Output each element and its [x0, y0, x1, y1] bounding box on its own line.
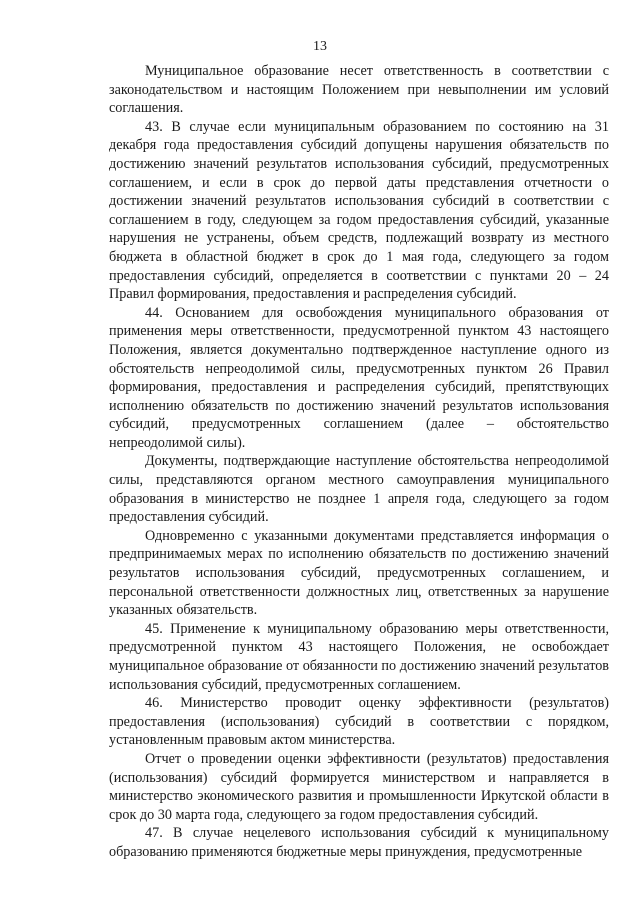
- document-body: [109, 62, 609, 862]
- paragraph-report: Отчет о проведении оценки эффективности (результатов) предоставления (использования) субсидий формируется министерством и направляется в министерство экономического развития и промышленности Иркутской области в срок до 30 марта года, следующего за годом предоставления субсидий.: [109, 750, 609, 823]
- paragraph-documents: Документы, подтверждающие наступление обстоятельства непреодолимой силы, представляются органом местного самоуправления муниципального образования в министерство не позднее 1 апреля года, следующего за годом предоставления субсидий.: [109, 453, 609, 526]
- paragraph-simultaneously: Одновременно с указанными документами представляется информация о предпринимаемых мерах по исполнению обязательств по достижению значений результатов использования субсидий, предусмотренных соглашением, и персональной ответственности должностных лиц, ответственных за нарушение указанных обязательств.: [109, 527, 609, 619]
- paragraph-43: 43. В случае если муниципальным образованием по состоянию на 31 декабря года предоставления субсидий допущены нарушения обязательств по достижению значений результатов использования субсидий, предусмотренных соглашением, и если в срок до первой даты представления отчетности о достижении значений результатов использования субсидий в соответствии с соглашением в году, следующем за годом предоставления субсидий, указанные нарушения не устранены, объем средств, подлежащий возврату из местного бюджета в областной бюджет в срок до 1 мая года, следующего за годом предоставления субсидий, определяется в соответствии с пунктами 20 – 24 Правил формирования, предоставления и распределения субсидий.: [109, 118, 609, 303]
- paragraph-47: 47. В случае нецелевого использования субсидий к муниципальному образованию применяются бюджетные меры принуждения, предусмотренные: [109, 825, 609, 860]
- paragraph-46: 46. Министерство проводит оценку эффективности (результатов) предоставления (использования) субсидий в соответствии с порядком, установленным правовым актом министерства.: [109, 695, 609, 749]
- paragraph-44: 44. Основанием для освобождения муниципального образования от применения меры ответственности, предусмотренной пунктом 43 настоящего Положения, является документально подтвержденное наступление одного из обстоятельств непреодолимой силы, предусмотренных пунктом 26 Правил формирования, предоставления и распределения субсидий, препятствующих исполнению обязательств по достижению значений результатов использования субсидий, предусмотренных соглашением (далее – обстоятельство непреодолимой силы).: [109, 304, 609, 451]
- paragraph-45: 45. Применение к муниципальному образованию меры ответственности, предусмотренной пунктом 43 настоящего Положения, не освобождает муниципальное образование от обязанности по достижению значений результатов использования субсидий, предусмотренных соглашением.: [109, 620, 609, 693]
- page-number: 13: [313, 39, 327, 54]
- paragraph-responsibility: Муниципальное образование несет ответственность в соответствии с законодательством и настоящим Положением при невыполнении им условий соглашения.: [109, 63, 609, 117]
